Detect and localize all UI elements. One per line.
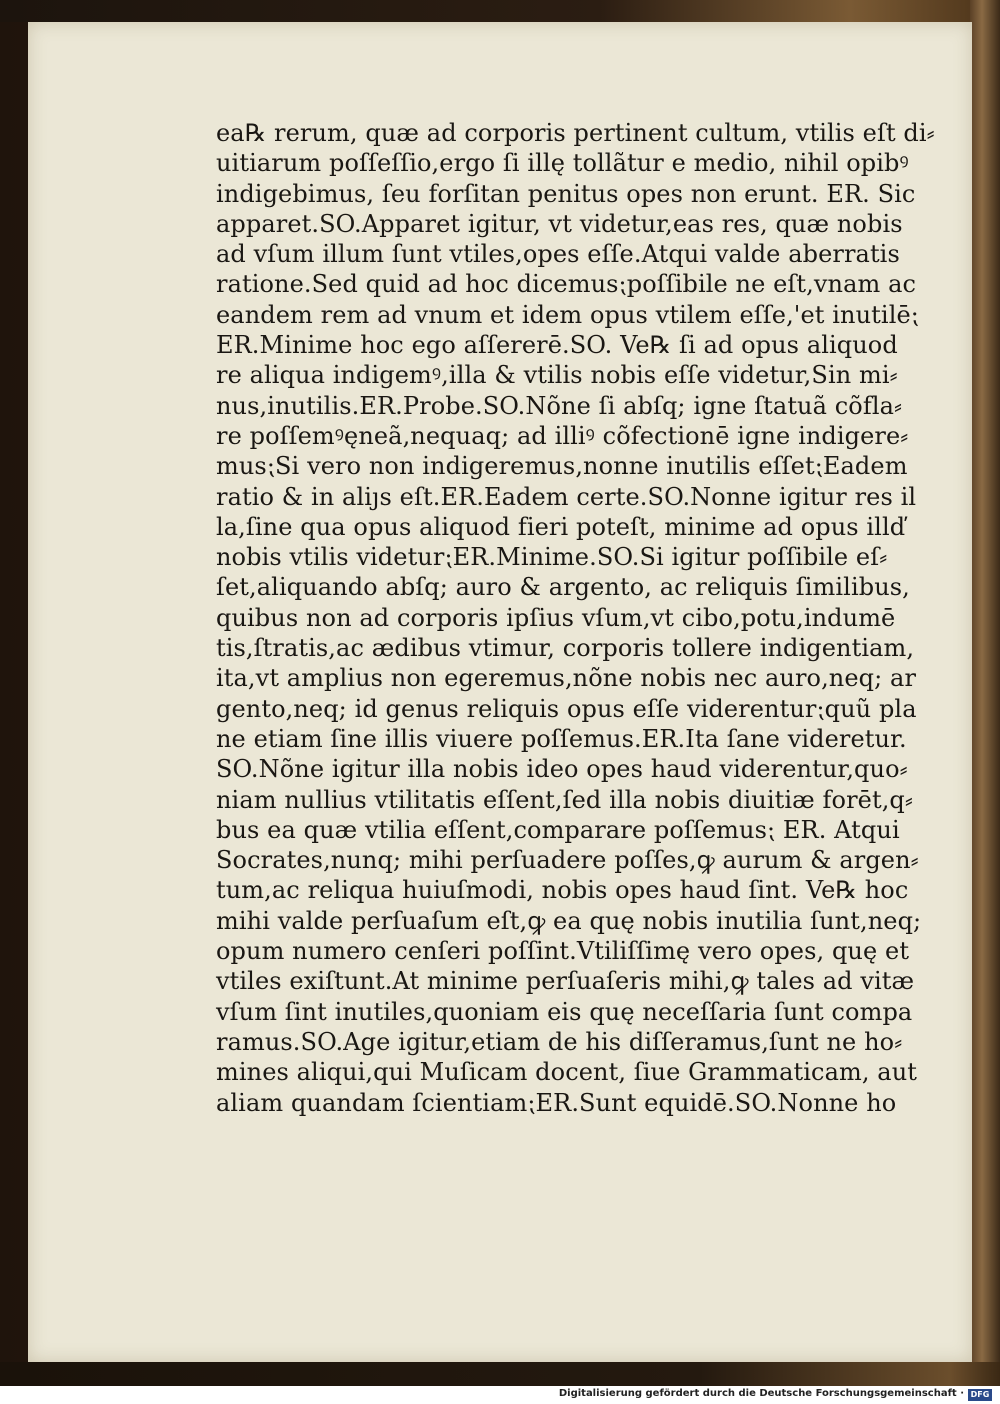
- text-line-33: aliam quandam ſcientiam⁏ER.Sunt equidē.SO.Nonne ho: [216, 1088, 897, 1117]
- text-line-23: niam nullius vtilitatis eſſent,ſed illa nobis diuitiæ forēt,q⸗: [216, 785, 913, 814]
- text-line-25: Socrates,nunq; mihi perſuadere poſſes,ꝙ aurum & argen⸗: [216, 846, 919, 875]
- text-line-30: vſum ſint inutiles,quoniam eis quę neceſſaria ſunt compa: [216, 997, 913, 1026]
- digitization-credit: Digitalisierung gefördert durch die Deutsche Forschungsgemeinschaft ·: [558, 1388, 964, 1399]
- scan-edge-right: [970, 0, 1000, 1386]
- text-line-7: eandem rem ad vnum et idem opus vtilem eſſe,'et inutilē⁏: [216, 300, 919, 329]
- text-line-8: ER.Minime hoc ego aſſererē.SO. Ve℞ ſi ad opus aliquod: [216, 331, 898, 360]
- text-line-12: mus⁏Si vero non indigeremus,nonne inutilis eſſet⁏Eadem: [216, 452, 908, 481]
- text-line-15: nobis vtilis videtur⁏ER.Minime.SO.Si igitur poſſibile eſ⸗: [216, 543, 888, 572]
- text-line-19: ita,vt amplius non egeremus,nõne nobis nec auro,neq; ar: [216, 664, 917, 693]
- text-line-10: nus,inutilis.ER.Probe.SO.Nõne ſi abſq; igne ſtatuã cõfla⸗: [216, 391, 903, 420]
- text-line-27: mihi valde perſuaſum eſt,ꝙ ea quę nobis inutilia ſunt,neq;: [216, 906, 922, 935]
- text-line-17: quibus non ad corporis ipſius vſum,vt cibo,potu,indumē: [216, 603, 896, 632]
- text-line-28: opum numero cenſeri poſſint.Vtiliſſimę vero opes, quę et: [216, 937, 910, 966]
- text-line-9: re aliqua indigemꝰ,illa & vtilis nobis eſſe videtur,Sin mi⸗: [216, 361, 898, 390]
- dfg-logo: DFG: [968, 1389, 992, 1401]
- scan-edge-bottom: [0, 1362, 1000, 1386]
- text-line-5: ad vſum illum ſunt vtiles,opes eſſe.Atqui valde aberratis: [216, 240, 900, 269]
- text-line-18: tis,ſtratis,ac ædibus vtimur, corporis tollere indigentiam,: [216, 634, 915, 663]
- text-line-13: ratio & in aliȷs eſt.ER.Eadem certe.SO.Nonne igitur res il: [216, 482, 917, 511]
- text-line-26: tum,ac reliqua huiuſmodi, nobis opes haud ſint. Ve℞ hoc: [216, 876, 909, 905]
- scan-edge-top: [0, 0, 1000, 22]
- text-line-11: re poſſemꝰęneã,nequaq; ad illiꝰ cõfectionē igne indigere⸗: [216, 421, 909, 450]
- text-line-22: SO.Nõne igitur illa nobis ideo opes haud viderentur,quo⸗: [216, 755, 908, 784]
- book-page: [28, 22, 972, 1362]
- text-line-16: ſet,aliquando abſq; auro & argento, ac reliquis ſimilibus,: [216, 573, 910, 602]
- text-line-31: ramus.SO.Age igitur,etiam de his diſſeramus,ſunt ne ho⸗: [216, 1027, 903, 1056]
- text-line-4: apparet.SO.Apparet igitur, vt videtur,eas res, quæ nobis: [216, 209, 903, 238]
- text-line-2: uitiarum poſſeſſio,ergo ſi illę tollãtur e medio, nihil opibꝰ: [216, 149, 909, 178]
- page-text-block: [216, 118, 956, 1118]
- digitization-footer: [0, 1386, 1000, 1404]
- text-line-32: mines aliqui,qui Muſicam docent, ſiue Grammaticam, aut: [216, 1058, 918, 1087]
- text-line-1: ea℞ rerum, quæ ad corporis pertinent cultum, vtilis eſt di⸗: [216, 119, 935, 147]
- text-line-20: gento,neq; id genus reliquis opus eſſe viderentur⁏quũ pla: [216, 694, 917, 723]
- text-line-24: bus ea quæ vtilia eſſent,comparare poſſemus⁏ ER. Atqui: [216, 815, 900, 844]
- text-line-14: la,ſine qua opus aliquod fieri poteſt, minime ad opus illď: [216, 512, 906, 541]
- text-line-6: ratione.Sed quid ad hoc dicemus⁏poſſibile ne eſt,vnam ac: [216, 270, 917, 299]
- text-line-21: ne etiam ſine illis viuere poſſemus.ER.Ita ſane videretur.: [216, 724, 907, 753]
- text-line-29: vtiles exiſtunt.At minime perſuaſeris mihi,ꝙ tales ad vitæ: [216, 967, 915, 996]
- text-line-3: indigebimus, ſeu forſitan penitus opes non erunt. ER. Sic: [216, 179, 916, 208]
